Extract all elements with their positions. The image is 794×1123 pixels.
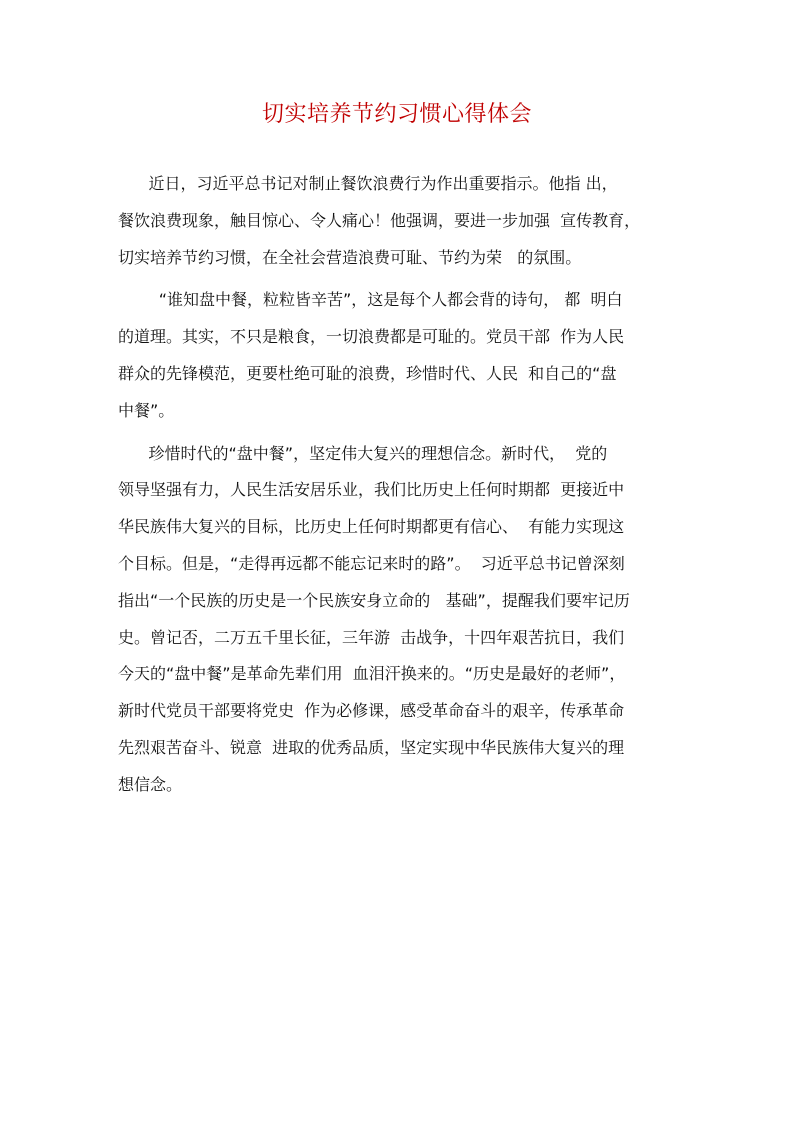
paragraph-line: 华民族伟大复兴的目标，比历史上任何时期都更有信心、 有能力实现这	[118, 517, 625, 537]
paragraph-1	[118, 166, 678, 276]
paragraph-line: 先烈艰苦奋斗、锐意 进取的优秀品质，坚定实现中华民族伟大复兴的理	[118, 737, 625, 757]
paragraph-line: 中餐”。	[118, 400, 175, 420]
paragraph-line: 珍惜时代的“盘中餐”，坚定伟大复兴的理想信念。新时代， 党的	[118, 443, 608, 463]
paragraph-line: 指出“一个民族的历史是一个民族安身立命的 基础”，提醒我们要牢记历	[118, 590, 630, 610]
paragraph-line: 的道理。其实，不只是粮食，一切浪费都是可耻的。党员干部 作为人民	[118, 327, 625, 347]
paragraph-line: 餐饮浪费现象，触目惊心、令人痛心！他强调，要进一步加强 宣传教育，	[118, 210, 641, 230]
paragraph-line: “谁知盘中餐，粒粒皆辛苦”，这是每个人都会背的诗句， 都 明白	[118, 290, 623, 310]
paragraph-line: 今天的“盘中餐”是革命先辈们用 血泪汗换来的。“历史是最好的老师”，	[118, 664, 626, 684]
paragraph-line: 近日，习近平总书记对制止餐饮浪费行为作出重要指示。他指 出，	[118, 174, 618, 193]
document-title: 切实培养节约习惯心得体会	[261, 102, 532, 127]
paragraph-line: 想信念。	[118, 774, 183, 794]
document-body	[118, 166, 678, 804]
paragraph-2	[118, 282, 678, 429]
paragraph-line: 新时代党员干部要将党史 作为必修课，感受革命奋斗的艰辛，传承革命	[118, 701, 625, 721]
paragraph-line: 群众的先锋模范，更要杜绝可耻的浪费，珍惜时代、人民 和自己的“盘	[118, 363, 617, 383]
paragraph-line: 史。曾记否，二万五千里长征，三年游 击战争，十四年艰苦抗日，我们	[118, 627, 625, 647]
paragraph-line: 领导坚强有力，人民生活安居乐业，我们比历史上任何时期都 更接近中	[118, 480, 625, 500]
paragraph-line: 个目标。但是，“走得再远都不能忘记来时的路”。 习近平总书记曾深刻	[118, 553, 625, 573]
paragraph-3	[118, 436, 678, 804]
paragraph-line: 切实培养节约习惯，在全社会营造浪费可耻、节约为荣 的氛围。	[118, 247, 582, 267]
